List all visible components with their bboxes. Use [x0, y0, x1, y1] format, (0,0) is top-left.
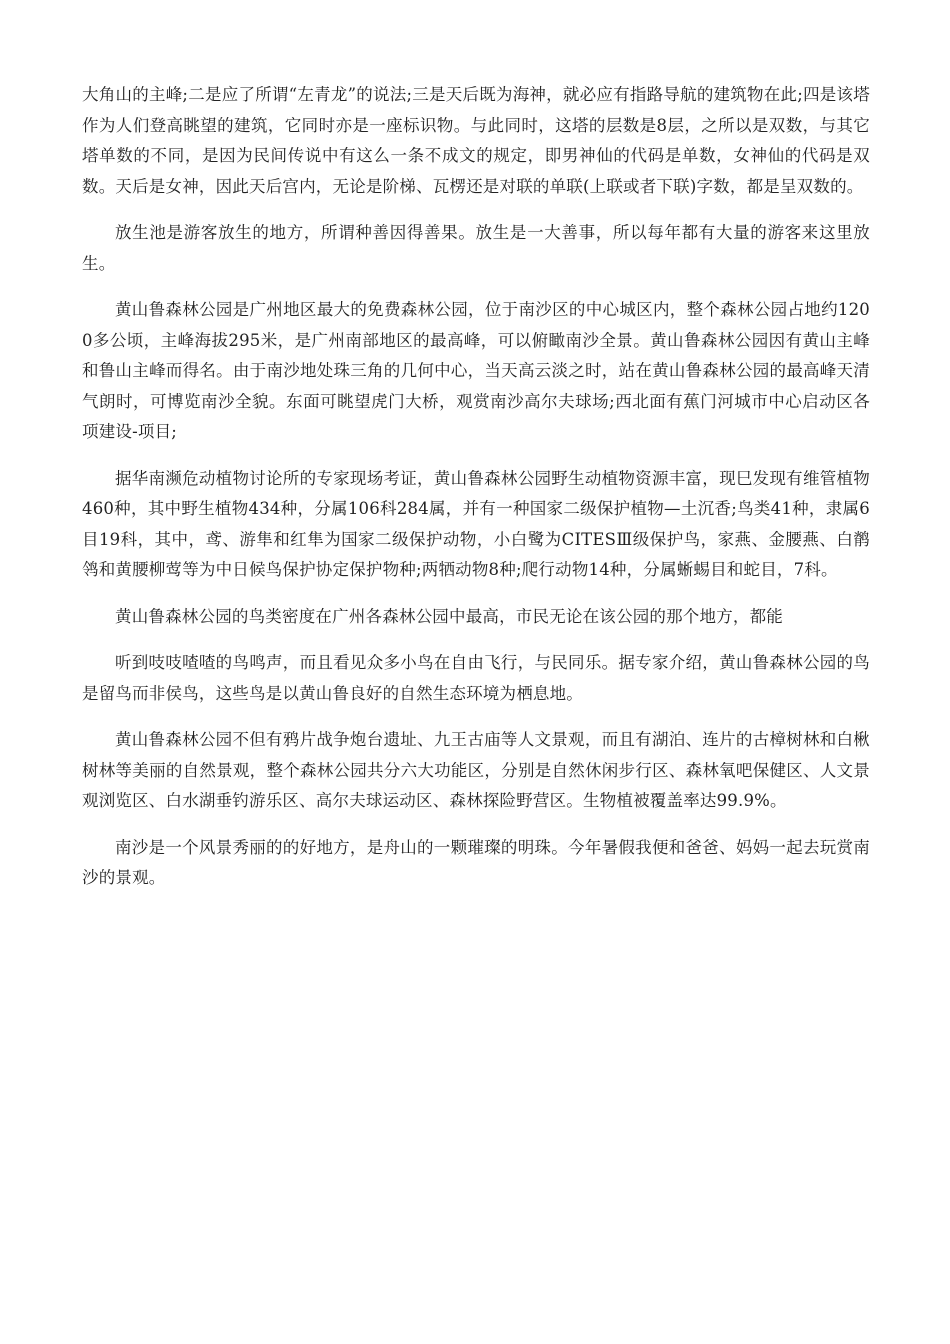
paragraph-bird-songs: 听到吱吱喳喳的鸟鸣声，而且看见众多小鸟在自由飞行，与民同乐。据专家介绍，黄山鲁森林公园的鸟是留鸟而非侯鸟，这些鸟是以黄山鲁良好的自然生态环境为栖息地。	[82, 653, 870, 703]
paragraph-landscapes: 黄山鲁森林公园不但有鸦片战争炮台遗址、九王古庙等人文景观，而且有湖泊、连片的古樟树林和白楸树林等美丽的自然景观，整个森林公园共分六大功能区，分别是自然休闲步行区、森林氧吧保健区、人文景观浏览区、白水湖垂钓游乐区、高尔夫球运动区、森林探险野营区。生物植被覆盖率达99.9%。	[82, 730, 870, 810]
paragraph-tianhou-tower: 大角山的主峰;二是应了所谓“左青龙”的说法;三是天后既为海神，就必应有指路导航的建筑物在此;四是该塔作为人们登高眺望的建筑，它同时亦是一座标识物。与此同时，这塔的层数是8层，之所以是双数，与其它塔单数的不同，是因为民间传说中有这么一条不成文的规定，即男神仙的代码是单数，女神仙的代码是双数。天后是女神，因此天后宫内，无论是阶梯、瓦楞还是对联的单联(上联或者下联)字数，都是呈双数的。	[82, 85, 870, 196]
paragraph-nansha-trip: 南沙是一个风景秀丽的的好地方，是舟山的一颗璀璨的明珠。今年暑假我便和爸爸、妈妈一起去玩赏南沙的景观。	[82, 837, 870, 887]
paragraph-wildlife-survey: 据华南濒危动植物讨论所的专家现场考证，黄山鲁森林公园野生动植物资源丰富，现巳发现有维管植物460种，其中野生植物434种，分属106科284属，并有一种国家二级保护植物—土沉香;鸟类41种，隶属6目19科，其中，鸢、游隼和红隼为国家二级保护动物，小白鹭为CITESⅢ级保护鸟，家燕、金腰燕、白鹡鸰和黄腰柳莺等为中日候鸟保护协定保护物种;两牺动物8种;爬行动物14种，分属蜥蜴目和蛇目，7科。	[82, 468, 870, 579]
paragraph-forest-park-intro: 黄山鲁森林公园是广州地区最大的免费森林公园，位于南沙区的中心城区内，整个森林公园占地约1200多公顷，主峰海拔295米，是广州南部地区的最高峰，可以俯瞰南沙全景。黄山鲁森林公园因有黄山主峰和鲁山主峰而得名。由于南沙地处珠三角的几何中心，当天高云淡之时，站在黄山鲁森林公园的最高峰天清气朗时，可博览南沙全貌。东面可眺望虎门大桥，观赏南沙高尔夫球场;西北面有蕉门河城市中心启动区各项建设-项目;	[82, 300, 870, 441]
paragraph-bird-density: 黄山鲁森林公园的鸟类密度在广州各森林公园中最高，市民无论在该公园的那个地方，都能	[115, 606, 783, 626]
paragraph-release-pond: 放生池是游客放生的地方，所谓种善因得善果。放生是一大善事，所以每年都有大量的游客来这里放生。	[82, 223, 870, 273]
